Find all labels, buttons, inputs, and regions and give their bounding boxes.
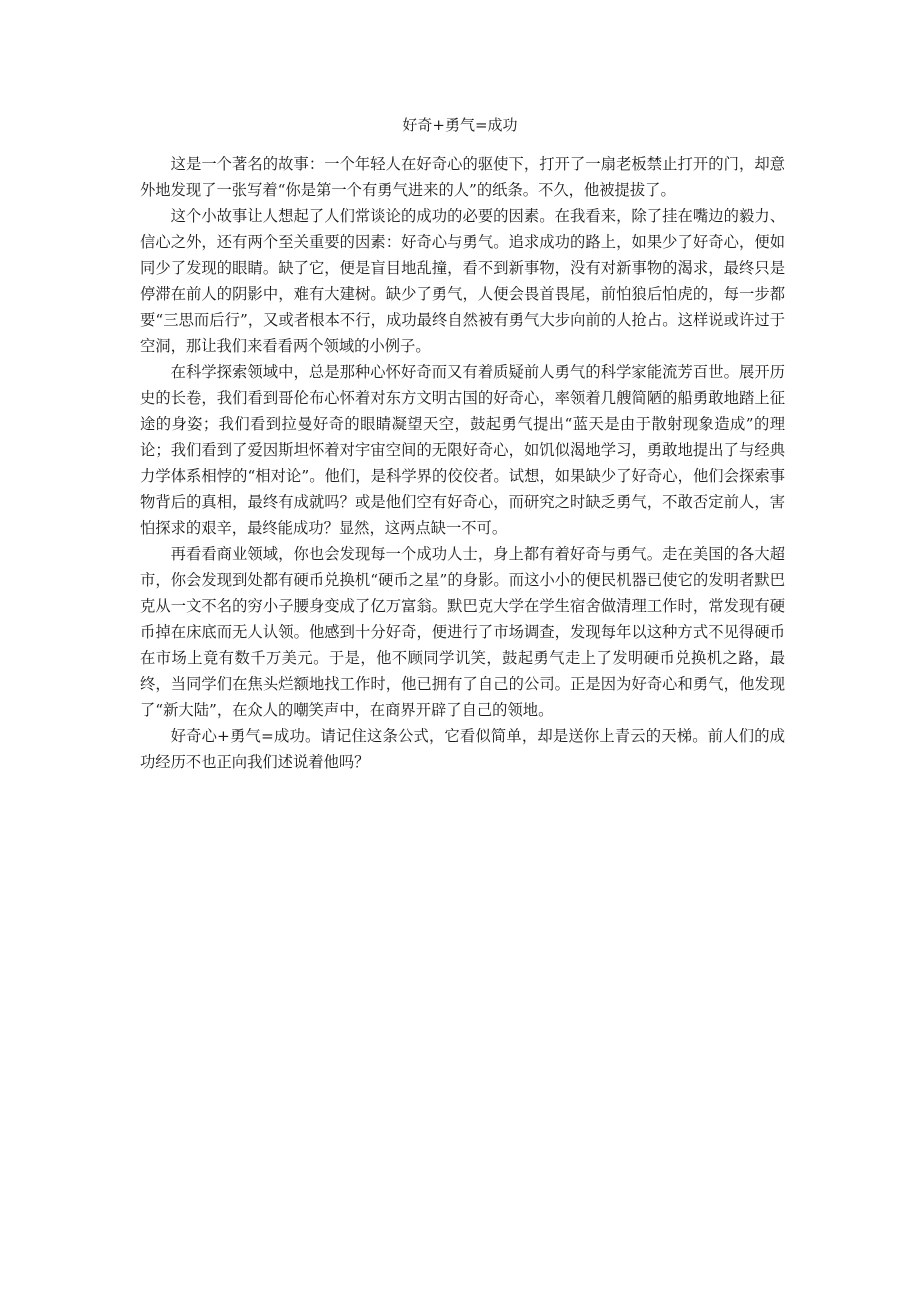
paragraph: 好奇心+勇气=成功。请记住这条公式，它看似简单，却是送你上青云的天梯。前人们的成功经历不也正向我们述说着他吗？ (140, 727, 785, 771)
paragraph: 在科学探索领域中，总是那种心怀好奇而又有着质疑前人勇气的科学家能流芳百世。展开历史的长卷，我们看到哥伦布心怀着对东方文明古国的好奇心，率领着几艘简陋的船勇敢地踏上征途的身姿；我们看到拉曼好奇的眼睛凝望天空，鼓起勇气提出“蓝天是由于散射现象造成”的理论；我们看到了爱因斯坦怀着对宇宙空间的无限好奇心，如饥似渴地学习，勇敢地提出了与经典力学体系相悖的“相对论”。他们，是科学界的佼佼者。试想，如果缺少了好奇心，他们会探索事物背后的真相，最终有成就吗？或是他们空有好奇心，而研究之时缺乏勇气，不敢否定前人，害怕探求的艰辛，最终能成功？显然，这两点缺一不可。 (140, 363, 785, 537)
document-title: 好奇+勇气=成功 (402, 116, 518, 134)
paragraph: 这个小故事让人想起了人们常谈论的成功的必要的因素。在我看来，除了挂在嘴边的毅力、信心之外，还有两个至关重要的因素：好奇心与勇气。追求成功的路上，如果少了好奇心，便如同少了发现的眼睛。缺了它，便是盲目地乱撞，看不到新事物，没有对新事物的渴求，最终只是停滞在前人的阴影中，难有大建树。缺少了勇气，人便会畏首畏尾，前怕狼后怕虎的，每一步都要“三思而后行”，又或者根本不行，成功最终自然被有勇气大步向前的人抢占。这样说或许过于空洞，那让我们来看看两个领域的小例子。 (140, 207, 785, 355)
paragraph: 再看看商业领域，你也会发现每一个成功人士，身上都有着好奇与勇气。走在美国的各大超市，你会发现到处都有硬币兑换机“硬币之星”的身影。而这小小的便民机器已使它的发明者默巴克从一文不名的穷小子腰身变成了亿万富翁。默巴克大学在学生宿舍做清理工作时，常发现有硬币掉在床底而无人认领。他感到十分好奇，便进行了市场调查，发现每年以这种方式不见得硬币在市场上竟有数千万美元。于是，他不顾同学讥笑，鼓起勇气走上了发明硬币兑换机之路，最终，当同学们在焦头烂额地找工作时，他已拥有了自己的公司。正是因为好奇心和勇气，他发现了“新大陆”，在众人的嘲笑声中，在商界开辟了自己的领地。 (140, 545, 785, 719)
paragraph: 这是一个著名的故事：一个年轻人在好奇心的驱使下，打开了一扇老板禁止打开的门，却意外地发现了一张写着“你是第一个有勇气进来的人”的纸条。不久，他被提拔了。 (140, 155, 785, 199)
document-body (140, 151, 785, 775)
